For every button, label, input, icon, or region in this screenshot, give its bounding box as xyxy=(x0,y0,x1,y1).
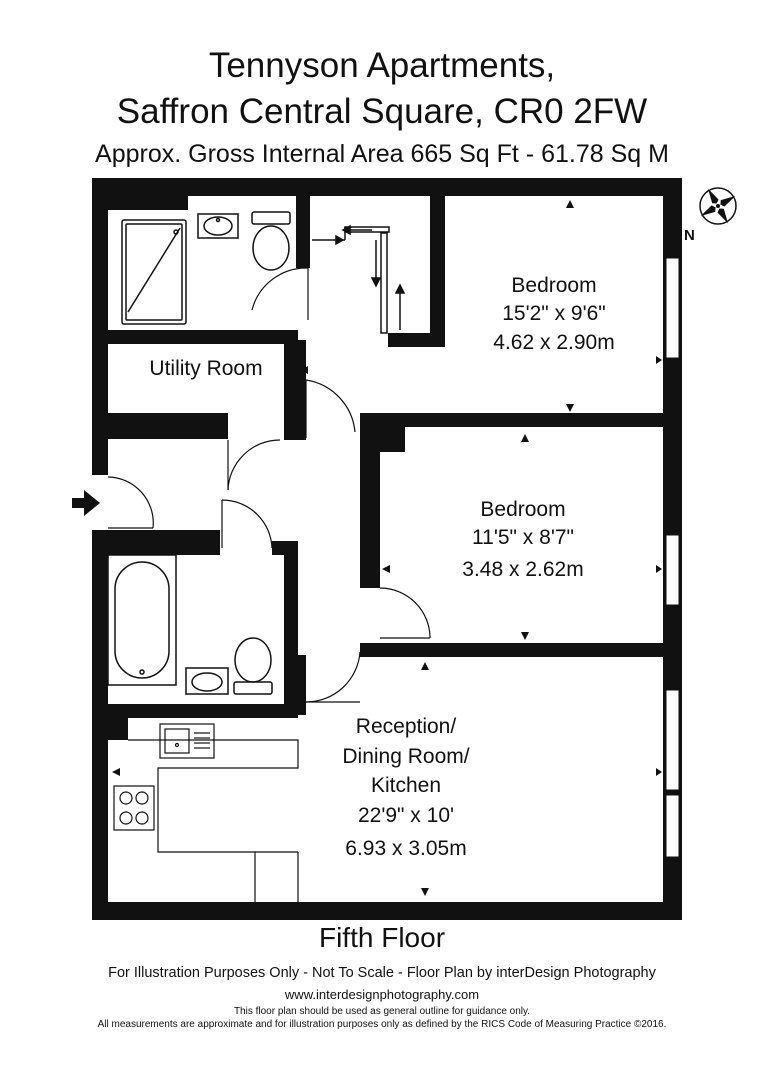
wardrobe-arrows-icon xyxy=(312,226,404,333)
gross-internal-area: Approx. Gross Internal Area 665 Sq Ft - 61.78 Sq M xyxy=(95,140,669,168)
bedroom2-name: Bedroom xyxy=(480,498,566,521)
bedroom1-metric: 4.62 x 2.90m xyxy=(493,331,615,354)
reception-line1: Reception/ xyxy=(355,715,457,738)
entrance-arrow-icon xyxy=(72,490,100,516)
bedroom2-imperial: 11'5" x 8'7" xyxy=(472,526,574,549)
reception-imperial: 22'9" x 10' xyxy=(357,804,455,827)
kitchen-sink-icon xyxy=(160,724,214,758)
disclaimer: For Illustration Purposes Only - Not To Scale - Floor Plan by interDesign Photography xyxy=(108,965,656,981)
compass-icon xyxy=(691,179,746,234)
bedroom1-imperial: 15'2" x 9'6" xyxy=(502,302,606,325)
reception-line2: Dining Room/ xyxy=(342,745,470,768)
toilet-icon-2 xyxy=(234,638,272,694)
shower-tray-icon xyxy=(122,220,186,324)
plan-title-line1: Tennyson Apartments, xyxy=(208,46,556,85)
sink-icon xyxy=(198,214,238,238)
toilet-icon xyxy=(252,212,290,270)
windows xyxy=(666,258,679,857)
compass-north-label: N xyxy=(684,227,695,244)
reception-metric: 6.93 x 3.05m xyxy=(345,837,467,860)
reception-line3: Kitchen xyxy=(370,774,442,797)
guidance-note: This floor plan should be used as general outline for guidance only. xyxy=(233,1006,531,1017)
sink-icon-2 xyxy=(186,668,228,694)
bath-icon xyxy=(108,555,176,685)
floor-name: Fifth Floor xyxy=(318,922,446,953)
hob-icon xyxy=(114,786,154,830)
plan-title-line2: Saffron Central Square, CR0 2FW xyxy=(116,92,648,131)
bedroom1-name: Bedroom xyxy=(511,274,597,297)
utility-room-name: Utility Room xyxy=(149,357,263,380)
bedroom2-metric: 3.48 x 2.62m xyxy=(462,558,584,581)
website-link[interactable]: www.interdesignphotography.com xyxy=(284,987,480,1002)
measurement-note: All measurements are approximate and for illustration purposes only as defined by the RICS Code of Measuring Practice ©2016. xyxy=(97,1019,667,1030)
